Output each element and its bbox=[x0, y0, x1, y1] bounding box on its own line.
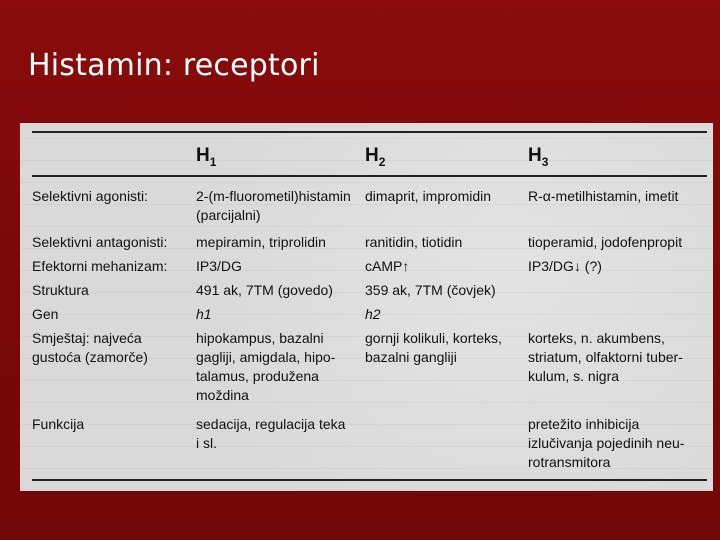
cell-h3-function: pretežito inhibicija izlučivanja pojedinih neu- rotransmitora bbox=[528, 416, 685, 470]
cell-h1-effector: IP3/DG bbox=[196, 258, 242, 274]
row-label-agonists: Selektivni agonisti: bbox=[32, 188, 148, 204]
cell-h1-location: hipokampus, bazalni gagliji, amigdala, hipo- talamus, produžena moždina bbox=[196, 330, 336, 403]
cell-h1-structure: 491 ak, 7TM (govedo) bbox=[196, 282, 333, 298]
cell-h3-location: korteks, n. akumbens, striatum, olfaktorni tuber- kulum, s. nigra bbox=[528, 330, 683, 384]
cell-h2-antagonists: ranitidin, tiotidin bbox=[365, 234, 463, 250]
table-top-rule bbox=[32, 131, 707, 133]
row-label-antagonists: Selektivni antagonisti: bbox=[32, 234, 168, 250]
row-label-structure: Struktura bbox=[32, 282, 89, 298]
cell-h2-agonists: dimaprit, impromidin bbox=[365, 188, 492, 204]
row-label-effector: Efektorni mehanizam: bbox=[32, 258, 168, 274]
cell-h3-agonists: R-α-metilhistamin, imetit bbox=[528, 188, 679, 204]
column-header-h1: $H_1$ bbox=[196, 145, 217, 169]
column-header-h3: $H_3$ bbox=[528, 145, 549, 169]
cell-h2-gene: h2 bbox=[365, 306, 381, 322]
table-header-rule bbox=[32, 175, 707, 177]
cell-h1-function: sedacija, regulacija teka i sl. bbox=[196, 416, 346, 451]
cell-h1-gene: h1 bbox=[196, 306, 212, 322]
cell-h2-structure: 359 ak, 7TM (čovjek) bbox=[365, 282, 496, 298]
cell-h3-antagonists: tioperamid, jodofenpropit bbox=[528, 234, 683, 250]
cell-h1-agonists: 2-(m-fluorometil)histamin (parcijalni) bbox=[196, 188, 351, 223]
cell-h2-effector: cAMP↑ bbox=[365, 258, 410, 274]
row-label-location: Smještaj: najveća gustoća (zamorče) bbox=[32, 330, 148, 365]
cell-h1-antagonists: mepiramin, triprolidin bbox=[196, 234, 326, 250]
table-bottom-rule bbox=[32, 479, 707, 481]
slide-title: Histamin: receptori bbox=[28, 48, 320, 83]
column-header-h2: $H_2$ bbox=[365, 145, 386, 169]
row-label-gene: Gen bbox=[32, 306, 59, 322]
row-label-function: Funkcija bbox=[32, 416, 85, 432]
receptor-table bbox=[20, 123, 713, 491]
cell-h3-effector: IP3/DG↓ (?) bbox=[528, 258, 602, 274]
cell-h2-location: gornji kolikuli, korteks, bazalni gangliji bbox=[365, 330, 502, 365]
